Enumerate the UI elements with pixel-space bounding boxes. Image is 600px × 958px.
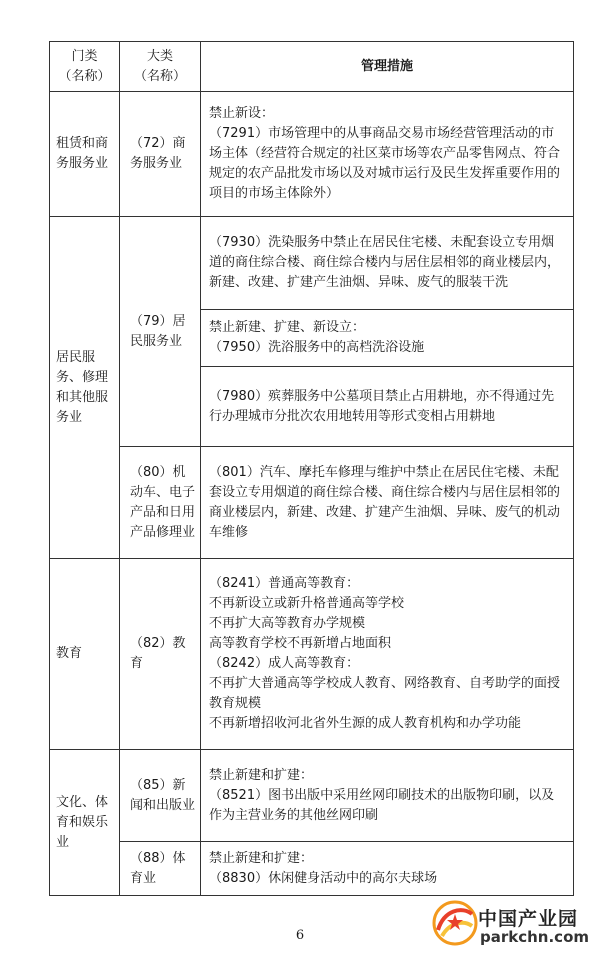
- table-row: [50, 92, 574, 217]
- park-logo-icon: [432, 900, 478, 946]
- measures-cell: 禁止新建、扩建、新设立： （7950）洗浴服务中的高档洗浴设施: [201, 310, 574, 367]
- table-row: [50, 750, 574, 842]
- measures-cell: 禁止新建和扩建： （8830）休闲健身活动中的高尔夫球场: [201, 842, 574, 896]
- category-cell: 租赁和商务服务业: [50, 92, 120, 217]
- category-cell: 教育: [50, 559, 120, 750]
- watermark-domain: parkchn.com: [480, 928, 590, 946]
- watermark-name: 中国产业园: [478, 908, 579, 930]
- header-measures: 管理措施: [201, 42, 574, 92]
- category-cell: 文化、体育和娱乐业: [50, 750, 120, 896]
- measures-cell: 禁止新设： （7291）市场管理中的从事商品交易市场经营管理活动的市场主体（经营符合规定的社区菜市场等农产品零售网点、符合规定的农产品批发市场以及对城市运行及民生发挥重要作用的项目的市场主体除外）: [201, 92, 574, 217]
- measures-cell: 禁止新建和扩建： （8521）图书出版中采用丝网印刷技术的出版物印刷，以及作为主营业务的其他丝网印刷: [201, 750, 574, 842]
- table-row: [50, 447, 574, 559]
- subcategory-cell: （85）新闻和出版业: [120, 750, 201, 842]
- page-number: 6: [295, 928, 305, 943]
- category-cell: 居民服务、修理和其他服务业: [50, 217, 120, 559]
- table-row: [50, 559, 574, 750]
- table-row: [50, 842, 574, 896]
- subcategory-cell: （82）教育: [120, 559, 201, 750]
- header-category: 门类 （名称）: [50, 42, 120, 92]
- subcategory-cell: （72）商务服务业: [120, 92, 201, 217]
- table-row: [50, 217, 574, 310]
- subcategory-cell: （79）居民服务业: [120, 217, 201, 447]
- measures-cell: （7980）殡葬服务中公墓项目禁止占用耕地，亦不得通过先行办理城市分批次农用地转用等形式变相占用耕地: [201, 367, 574, 447]
- measures-cell: （801）汽车、摩托车修理与维护中禁止在居民住宅楼、未配套设立专用烟道的商住综合楼、商住综合楼内与居住层相邻的商业楼层内，新建、改建、扩建产生油烟、异味、废气的机动车维修: [201, 447, 574, 559]
- watermark-logo: [432, 900, 597, 950]
- subcategory-cell: （88）体育业: [120, 842, 201, 896]
- policy-table: [49, 41, 574, 896]
- measures-cell: （8241）普通高等教育： 不再新设立或新升格普通高等学校 不再扩大高等教育办学规模 高等教育学校不再新增占地面积 （8242）成人高等教育： 不再扩大普通高等学校成人教育、网络教育、自考助学的面授教育规模 不再新增招收河北省外生源的成人教育机构和办学功能: [201, 559, 574, 750]
- header-subcategory: 大类 （名称）: [120, 42, 201, 92]
- table-header-row: [50, 42, 574, 92]
- measures-cell: （7930）洗染服务中禁止在居民住宅楼、未配套设立专用烟道的商住综合楼、商住综合楼内与居住层相邻的商业楼层内，新建、改建、扩建产生油烟、异味、废气的服装干洗: [201, 217, 574, 310]
- subcategory-cell: （80）机动车、电子产品和日用产品修理业: [120, 447, 201, 559]
